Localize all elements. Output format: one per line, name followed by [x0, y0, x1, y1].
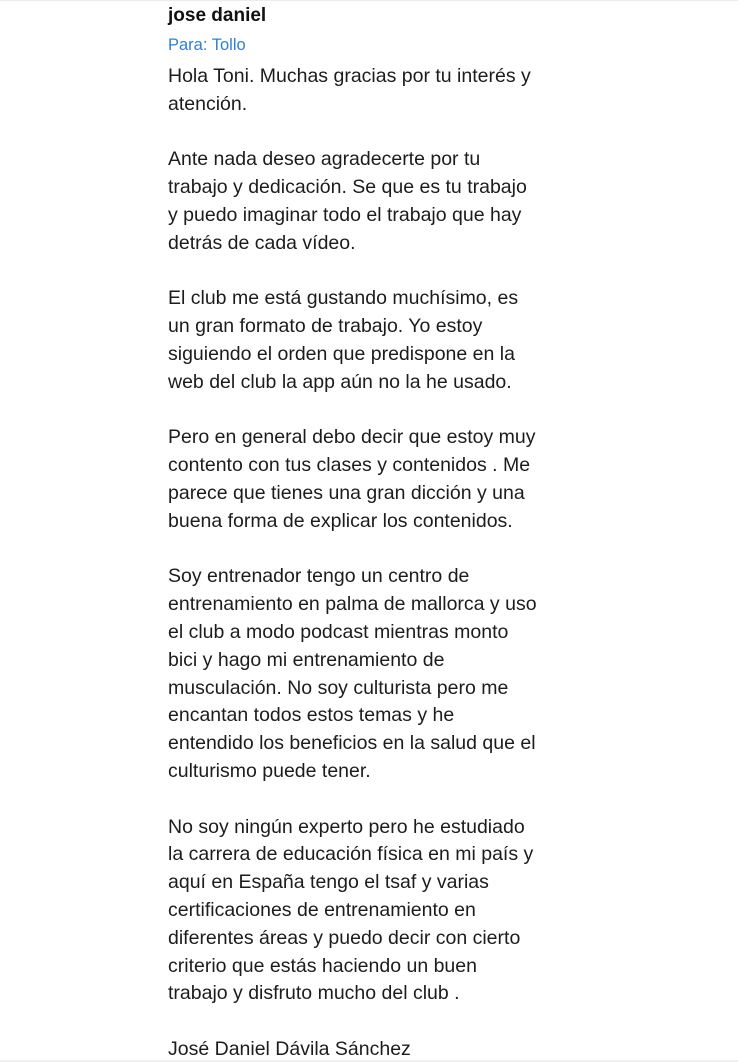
email-body	[168, 63, 588, 1008]
body-paragraph: Ante nada deseo agradecerte por tu trabajo y dedicación. Se que es tu trabajo y puedo imaginar todo el trabajo que hay detrás de cada vídeo.	[168, 148, 527, 254]
body-paragraph: Pero en general debo decir que estoy muy contento con tus clases y contenidos . Me parece que tienes una gran dicción y una buena forma de explicar los contenidos.	[168, 426, 536, 532]
body-paragraph: No soy ningún experto pero he estudiado la carrera de educación física en mi país y aquí en España tengo el tsaf y varias certificaciones de entrenamiento en diferentes áreas y puedo decir con cierto criterio que estás haciendo un buen trabajo y disfruto mucho del club .	[168, 815, 534, 1005]
recipient-line[interactable]: Para: Tollo	[168, 36, 246, 54]
body-paragraph: Hola Toni. Muchas gracias por tu interés y atención.	[168, 65, 531, 115]
body-paragraph: El club me está gustando muchísimo, es un gran formato de trabajo. Yo estoy siguiendo el orden que predispone en la web del club la app aún no la he usado.	[168, 287, 519, 393]
email-message	[168, 4, 588, 1008]
top-divider	[0, 0, 738, 1]
signature: José Daniel Dávila Sánchez	[168, 1038, 411, 1060]
sender-name[interactable]: jose daniel	[168, 5, 267, 26]
body-paragraph: Soy entrenador tengo un centro de entrenamiento en palma de mallorca y uso el club a modo podcast mientras monto bici y hago mi entrenamiento de musculación. No soy culturista pero me encantan todos estos temas y he entendido los beneficios en la salud que el culturismo puede tener.	[168, 565, 537, 782]
